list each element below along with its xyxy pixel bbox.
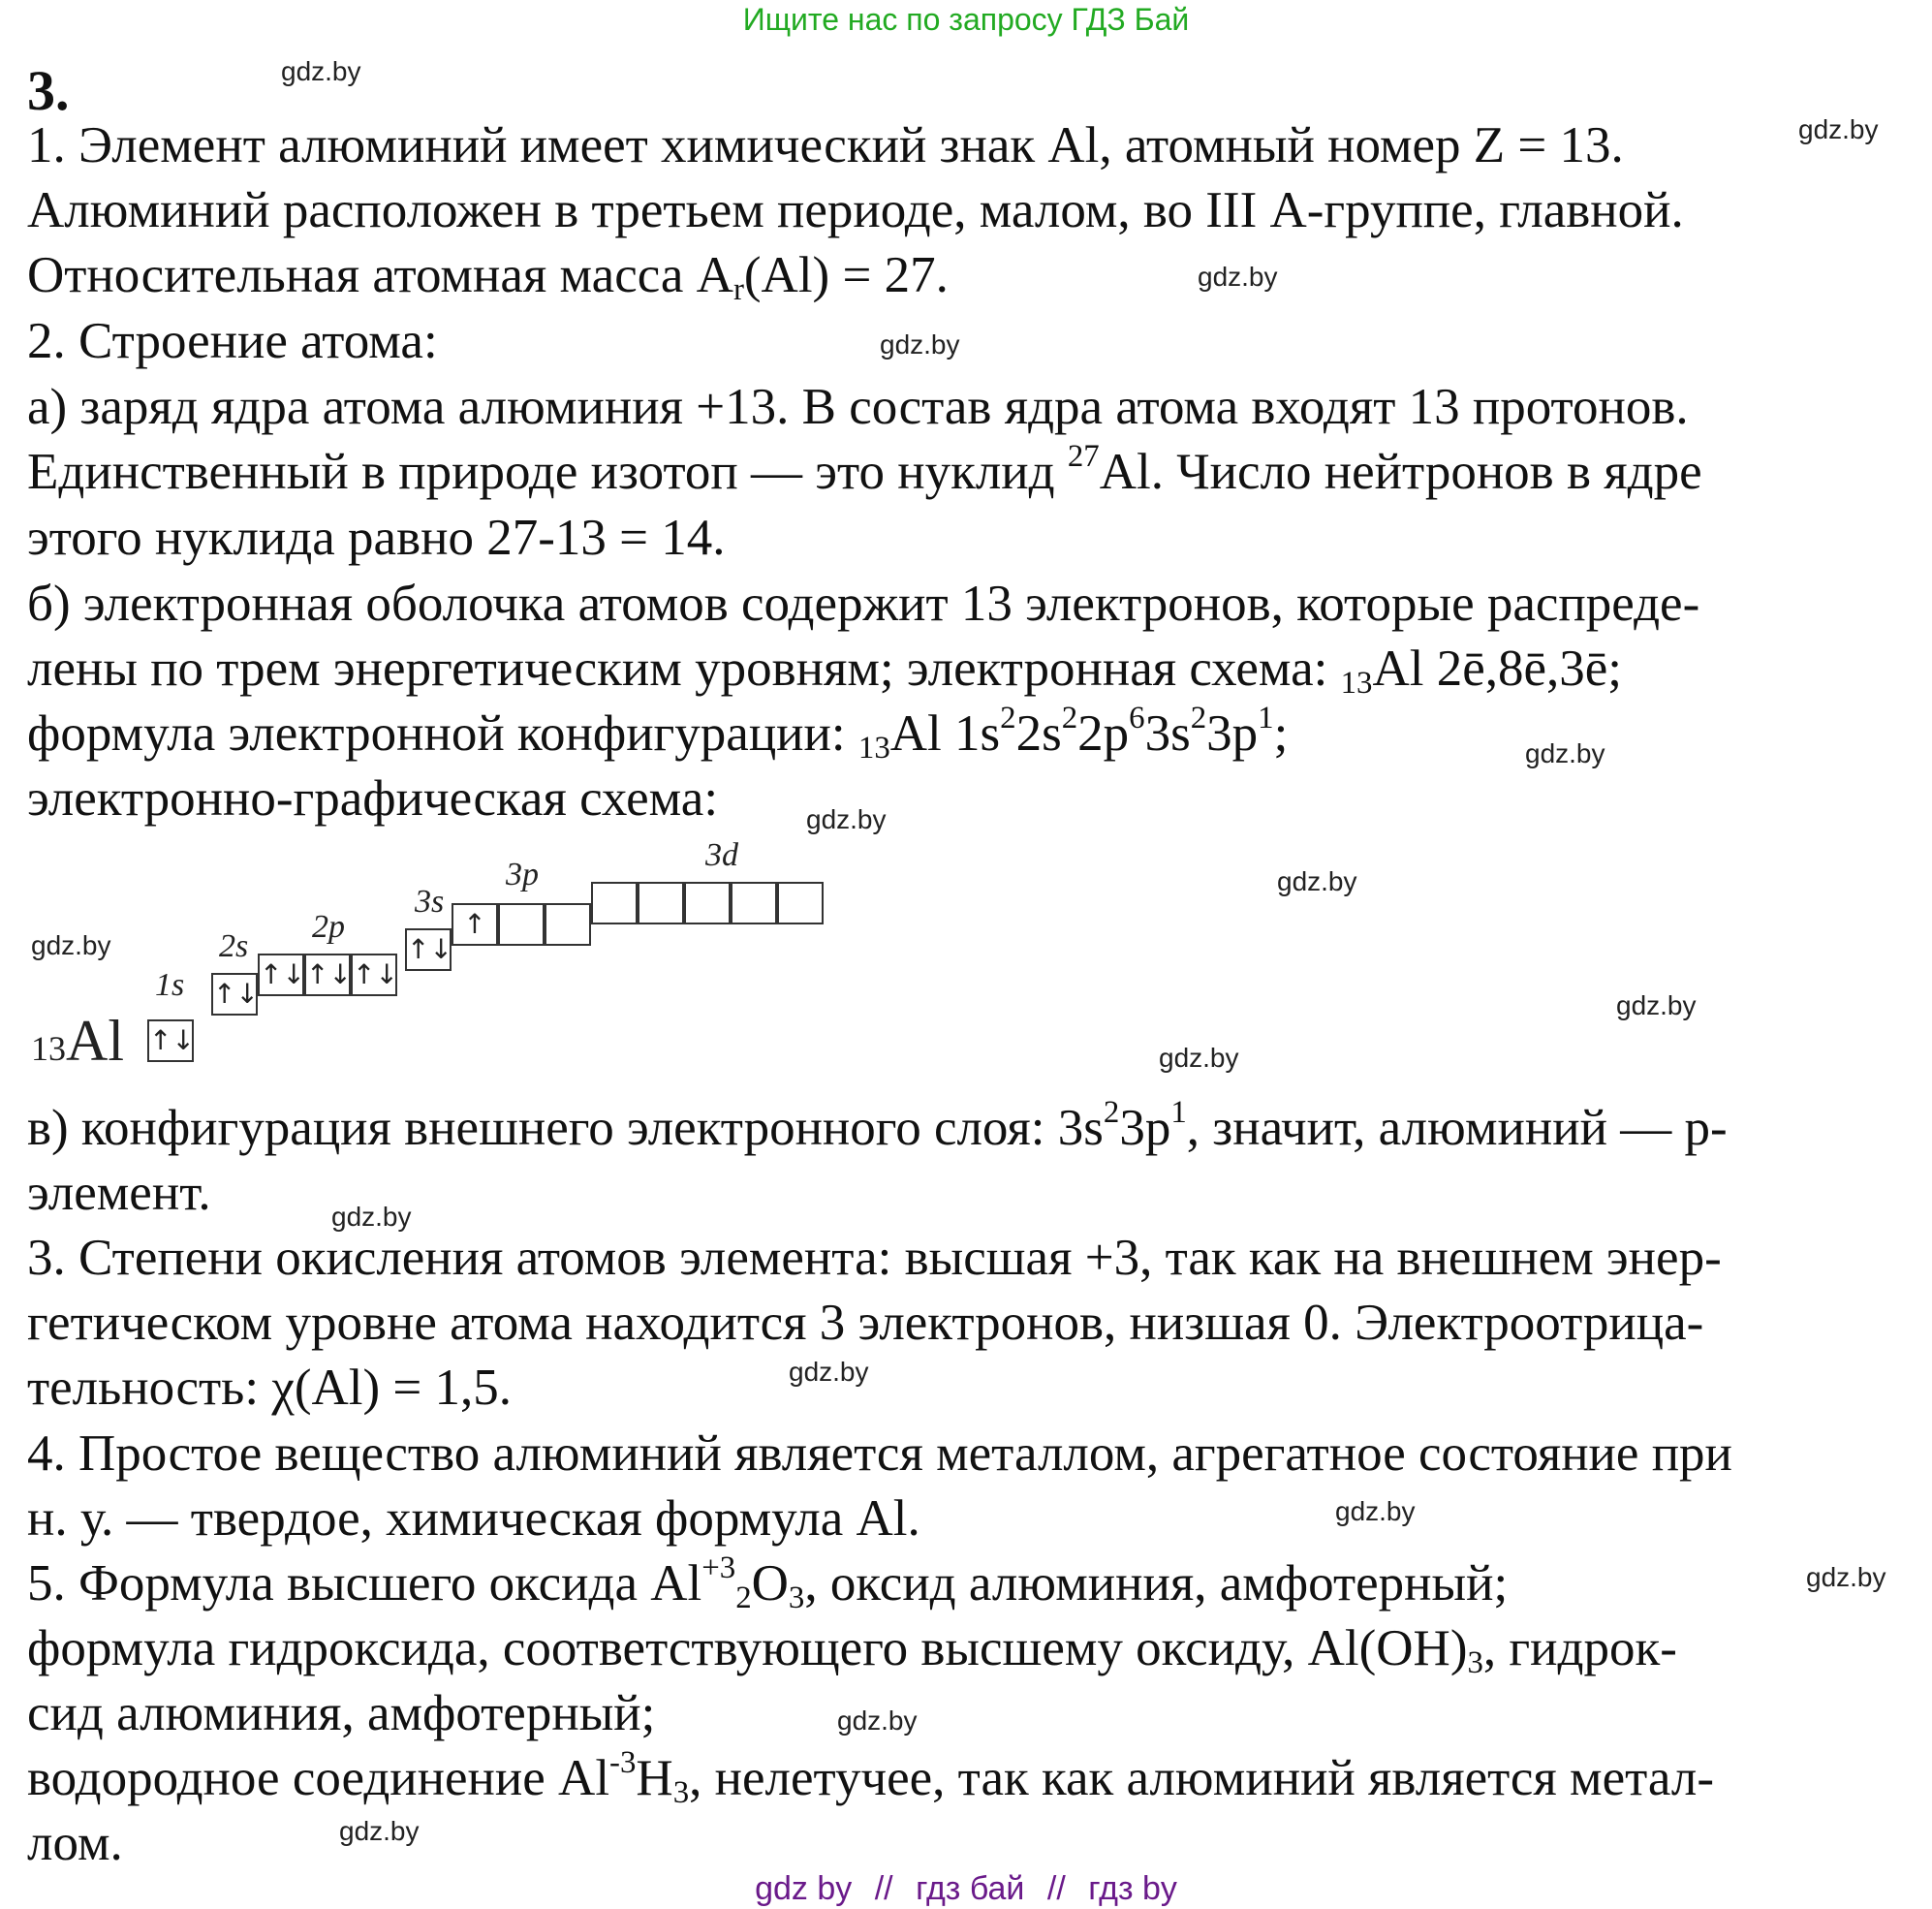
watermark: gdz.by	[281, 56, 361, 86]
orbital-3p: ↑	[452, 903, 498, 946]
label-1s: 1s	[155, 967, 185, 1003]
watermark: gdz.by	[880, 329, 960, 360]
label-3s: 3s	[415, 884, 445, 920]
text: Al 1s	[889, 705, 1001, 762]
line-19	[27, 1552, 1508, 1614]
text: (Al) = 27.	[743, 247, 949, 303]
orbital-3d	[731, 882, 777, 924]
orbital-2s: ↑↓	[211, 973, 258, 1016]
text: формула гидроксида, соответствующего высшему оксиду, Al(OH)	[27, 1620, 1468, 1676]
watermark: gdz.by	[1798, 114, 1879, 144]
subscript: r	[732, 272, 744, 308]
text: Относительная атомная масса A	[27, 247, 733, 303]
line-8: б) электронная оболочка атомов содержит 13 электронов, которые распреде-	[27, 576, 1700, 632]
subscript: 3	[672, 1775, 690, 1811]
line-21: сид алюминия, амфотерный;	[27, 1685, 656, 1741]
superscript: 2	[1000, 701, 1016, 735]
label-3d: 3d	[705, 837, 738, 873]
watermark: gdz.by	[1525, 738, 1605, 768]
diagram-element	[31, 1008, 124, 1075]
text: Al 2ē,8ē,3ē;	[1372, 641, 1622, 697]
watermark: gdz.by	[1159, 1043, 1239, 1073]
text: водородное соединение Al	[27, 1750, 610, 1806]
orbital-3p	[545, 903, 591, 946]
line-14: 3. Степени окисления атомов элемента: высшая +3, так как на внешнем энер-	[27, 1230, 1722, 1286]
watermark: gdz.by	[789, 1357, 869, 1387]
line-3	[27, 244, 949, 306]
orbital-3d	[638, 882, 684, 924]
text: лены по трем энергетическим уровням; электронная схема:	[27, 641, 1341, 697]
line-11: электронно-графическая схема:	[27, 770, 719, 827]
label-2s: 2s	[219, 928, 249, 964]
text: H	[636, 1750, 673, 1806]
subscript: 13	[857, 731, 890, 767]
text: 5. Формула высшего оксида Al	[27, 1555, 702, 1612]
superscript: 6	[1129, 701, 1145, 735]
watermark: gdz.by	[837, 1706, 918, 1736]
line-22	[27, 1747, 1714, 1809]
line-23: лом.	[27, 1815, 123, 1871]
line-6	[27, 441, 1702, 503]
watermark: gdz.by	[1198, 262, 1278, 292]
text: , гидрок-	[1482, 1620, 1677, 1676]
line-4: 2. Строение атома:	[27, 313, 438, 369]
line-18: н. у. — твердое, химическая формула Al.	[27, 1490, 920, 1547]
task-number: 3.	[27, 59, 70, 122]
superscript: 1	[1170, 1095, 1187, 1130]
diagram-element-symbol: Al	[66, 1009, 124, 1073]
text: формула электронной конфигурации:	[27, 705, 858, 762]
text: 3s	[1144, 705, 1191, 762]
superscript: 2	[1061, 701, 1078, 735]
text: Единственный в природе изотоп — это нуклид	[27, 444, 1068, 500]
subscript: 2	[735, 1580, 752, 1616]
line-10	[27, 703, 1288, 765]
line-2: Алюминий расположен в третьем периоде, малом, во III А-группе, главной.	[27, 182, 1684, 238]
line-9	[27, 638, 1622, 700]
text: 2p	[1077, 705, 1130, 762]
subscript: 3	[788, 1580, 805, 1616]
line-20	[27, 1617, 1677, 1679]
watermark: gdz.by	[1806, 1562, 1886, 1592]
subscript: 3	[1467, 1645, 1483, 1681]
superscript: -3	[609, 1745, 637, 1780]
text: ;	[1273, 705, 1289, 762]
footer-link-gdz-by-ru[interactable]: гдз by	[1088, 1870, 1177, 1907]
line-7: этого нуклида равно 27-13 = 14.	[27, 510, 726, 566]
orbital-3s: ↑↓	[405, 928, 452, 971]
footer-link-gdz-by[interactable]: gdz by	[755, 1870, 853, 1907]
line-17: 4. Простое вещество алюминий является металлом, агрегатное состояние при	[27, 1425, 1732, 1482]
watermark: gdz.by	[1335, 1496, 1416, 1526]
footer-separator: //	[874, 1870, 893, 1907]
footer	[0, 1870, 1932, 1908]
superscript: +3	[701, 1550, 736, 1585]
watermark: gdz.by	[806, 804, 887, 834]
orbital-3p	[498, 903, 545, 946]
orbital-2p: ↑↓	[258, 954, 304, 996]
text: в) конфигурация внешнего электронного слоя: 3s	[27, 1100, 1104, 1156]
orbital-1s: ↑↓	[147, 1019, 194, 1062]
orbital-3d	[684, 882, 731, 924]
text: O	[751, 1555, 789, 1612]
superscript: 2	[1190, 701, 1207, 735]
watermark: gdz.by	[331, 1202, 412, 1232]
line-15: гетическом уровне атома находится 3 электронов, низшая 0. Электроотрица-	[27, 1295, 1704, 1351]
line-5: а) заряд ядра атома алюминия +13. В состав ядра атома входят 13 протонов.	[27, 379, 1689, 435]
superscript: 1	[1258, 701, 1274, 735]
top-banner[interactable]: Ищите нас по запросу ГДЗ Бай	[742, 2, 1190, 37]
watermark: gdz.by	[31, 930, 111, 960]
orbital-2p: ↑↓	[351, 954, 397, 996]
text: 3p	[1119, 1100, 1171, 1156]
orbital-3d	[591, 882, 638, 924]
label-3p: 3p	[506, 857, 539, 892]
text: , значит, алюминий — p-	[1186, 1100, 1728, 1156]
line-13: элемент.	[27, 1165, 211, 1221]
watermark: gdz.by	[1616, 990, 1697, 1020]
footer-separator: //	[1046, 1870, 1066, 1907]
label-2p: 2p	[312, 909, 345, 945]
line-16: тельность: χ(Al) = 1,5.	[27, 1360, 513, 1416]
watermark: gdz.by	[1277, 866, 1357, 896]
orbital-2p: ↑↓	[304, 954, 351, 996]
orbital-3d	[777, 882, 824, 924]
line-1: 1. Элемент алюминий имеет химический знак Al, атомный номер Z = 13.	[27, 117, 1624, 173]
text: , оксид алюминия, амфотерный;	[804, 1555, 1509, 1612]
text: , нелетучее, так как алюминий является метал-	[689, 1750, 1715, 1806]
text: 2s	[1015, 705, 1062, 762]
text: Al. Число нейтронов в ядре	[1099, 444, 1702, 500]
footer-link-gdz-bai[interactable]: гдз бай	[916, 1870, 1025, 1907]
subscript: 13	[1340, 666, 1373, 702]
text: 3p	[1206, 705, 1259, 762]
superscript: 27	[1067, 439, 1100, 474]
watermark: gdz.by	[339, 1816, 420, 1846]
line-12	[27, 1097, 1728, 1159]
superscript: 2	[1103, 1095, 1120, 1130]
diagram-element-sub: 13	[31, 1029, 66, 1068]
